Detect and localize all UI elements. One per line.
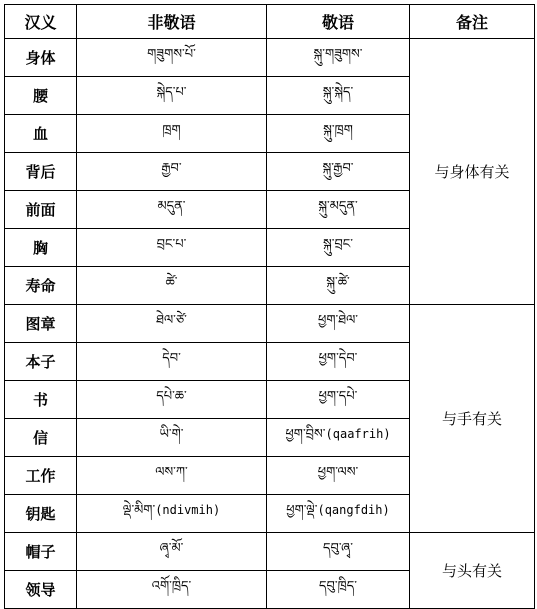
plain-cell — [77, 495, 267, 533]
honorific-cell: དབུ་ཞྭ་ — [267, 533, 410, 571]
honorific-cell — [267, 495, 410, 533]
table-row — [5, 305, 535, 343]
honorific-cell: སྐུ་སྐེད་ — [267, 77, 410, 115]
note-body: 与身体有关 — [410, 39, 535, 305]
honorific-vocabulary-table — [4, 4, 535, 609]
honorific-cell: སྐུ་མདུན་ — [267, 191, 410, 229]
hanyi-cell: 寿命 — [5, 267, 77, 305]
plain-cell: གཟུགས་པོ་ — [77, 39, 267, 77]
note-head: 与头有关 — [410, 533, 535, 609]
honorific-cell: ཕྱག་དཔེ་ — [267, 381, 410, 419]
hanyi-cell: 工作 — [5, 457, 77, 495]
plain-cell: དཔེ་ཆ་ — [77, 381, 267, 419]
note-hand: 与手有关 — [410, 305, 535, 533]
plain-romanization: (ndivmih) — [155, 503, 221, 517]
honorific-cell: སྐུ་གཟུགས་ — [267, 39, 410, 77]
hanyi-cell: 书 — [5, 381, 77, 419]
honorific-cell: ཕྱག་དེབ་ — [267, 343, 410, 381]
hanyi-cell: 胸 — [5, 229, 77, 267]
header-non-honorific: 非敬语 — [77, 5, 267, 39]
honorific-cell: ཕྱག་ཐེལ་ — [267, 305, 410, 343]
honorific-cell — [267, 419, 410, 457]
plain-cell: ཞྭ་མོ་ — [77, 533, 267, 571]
hanyi-cell: 领导 — [5, 571, 77, 609]
plain-cell: འགོ་ཁྲིད་ — [77, 571, 267, 609]
hanyi-cell: 背后 — [5, 153, 77, 191]
hanyi-cell: 信 — [5, 419, 77, 457]
header-honorific: 敬语 — [267, 5, 410, 39]
honorific-cell: སྐུ་རྒྱབ་ — [267, 153, 410, 191]
honorific-cell: སྐུ་ཁྲག — [267, 115, 410, 153]
plain-cell: ཡི་གེ་ — [77, 419, 267, 457]
plain-cell: བྲང་པ་ — [77, 229, 267, 267]
honorific-text: ཕྱག་བྲིས་ — [285, 427, 326, 442]
header-hanyi: 汉义 — [5, 5, 77, 39]
honorific-romanization: (qaafrih) — [325, 427, 391, 441]
plain-cell: མདུན་ — [77, 191, 267, 229]
table-row — [5, 39, 535, 77]
hanyi-cell: 血 — [5, 115, 77, 153]
hanyi-cell: 帽子 — [5, 533, 77, 571]
plain-cell: དེབ་ — [77, 343, 267, 381]
honorific-text: ཕྱག་ལྡེ་ — [286, 503, 318, 518]
honorific-cell: ཕྱག་ལས་ — [267, 457, 410, 495]
hanyi-cell: 图章 — [5, 305, 77, 343]
plain-text: ལྡེ་མིག་ — [122, 503, 156, 518]
plain-cell: རྒྱབ་ — [77, 153, 267, 191]
honorific-cell: དབུ་ཁྲིད་ — [267, 571, 410, 609]
hanyi-cell: 本子 — [5, 343, 77, 381]
plain-cell: སྐེད་པ་ — [77, 77, 267, 115]
header-notes: 备注 — [410, 5, 535, 39]
hanyi-cell: 钥匙 — [5, 495, 77, 533]
hanyi-cell: 腰 — [5, 77, 77, 115]
honorific-cell: སྐུ་ཚེ་ — [267, 267, 410, 305]
hanyi-cell: 前面 — [5, 191, 77, 229]
plain-cell: ཚེ་ — [77, 267, 267, 305]
header-row — [5, 5, 535, 39]
plain-cell: ལས་ཀ་ — [77, 457, 267, 495]
plain-cell: ཁྲག — [77, 115, 267, 153]
honorific-romanization: (qangfdih) — [317, 503, 390, 517]
honorific-cell: སྐུ་བྲང་ — [267, 229, 410, 267]
plain-cell: ཐེལ་ཙེ་ — [77, 305, 267, 343]
hanyi-cell: 身体 — [5, 39, 77, 77]
